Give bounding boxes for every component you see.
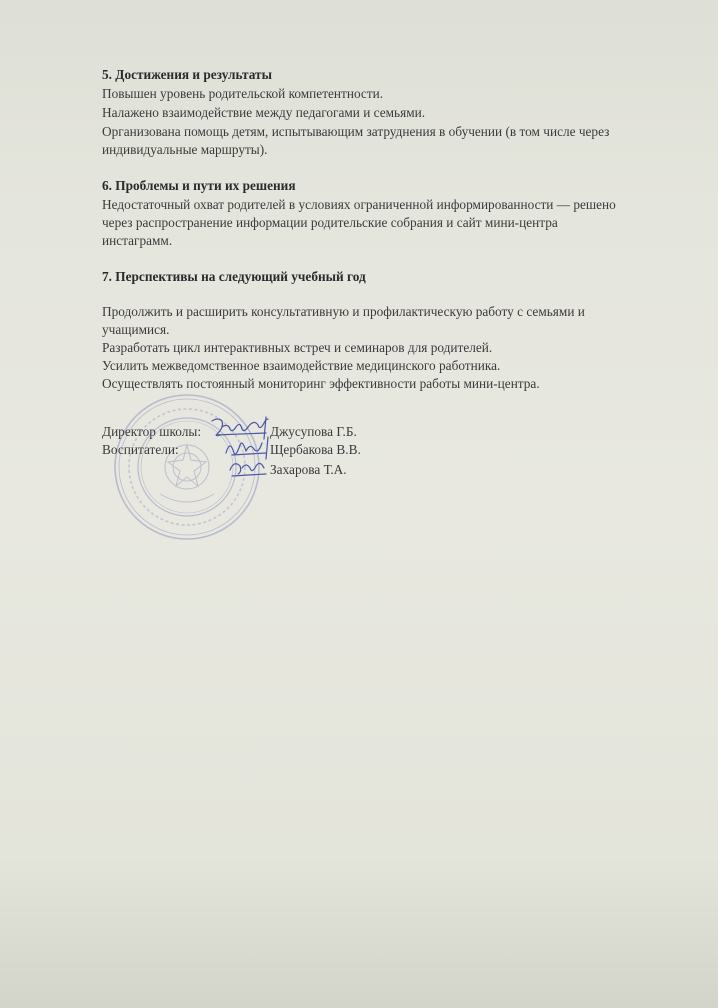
section-7-line-4: Усилить межведомственное взаимодействие медицинского работника. — [102, 358, 501, 373]
educator-1-name: Щербакова В.В. — [270, 442, 361, 457]
section-6-heading: 6. Проблемы и пути их решения — [102, 178, 296, 193]
section-7-line-3: Разработать цикл интерактивных встреч и семинаров для родителей. — [102, 340, 493, 355]
director-name: Джусупова Г.Б. — [270, 424, 357, 439]
section-5-line-2: Налажено взаимодействие между педагогами и семьями. — [102, 105, 426, 120]
section-6-line-3: инстаграмм. — [102, 233, 173, 248]
section-5-line-1: Повышен уровень родительской компетентности. — [102, 86, 384, 101]
section-5-heading: 5. Достижения и результаты — [102, 67, 272, 82]
section-7-line-1: Продолжить и расширить консультативную и профилактическую работу с семьями и — [102, 304, 585, 319]
director-label: Директор школы: — [102, 424, 202, 439]
section-6-line-1: Недостаточный охват родителей в условиях ограниченной информированности — решено — [102, 197, 616, 212]
section-7-line-5: Осуществлять постоянный мониторинг эффективности работы мини-центра. — [102, 376, 540, 391]
educators-label: Воспитатели: — [102, 442, 179, 457]
section-7-heading: 7. Перспективы на следующий учебный год — [102, 269, 366, 284]
educator-2-signature — [226, 456, 272, 480]
section-6-line-2: через распространение информации родительские собрания и сайт мини-центра — [102, 215, 558, 230]
educator-2-name: Захарова Т.А. — [270, 462, 347, 477]
section-5-line-3: Организована помощь детям, испытывающим затруднения в обучении (в том числе через — [102, 124, 610, 139]
section-5-line-4: индивидуальные маршруты). — [102, 142, 268, 157]
section-7-line-2: учащимися. — [102, 322, 170, 337]
